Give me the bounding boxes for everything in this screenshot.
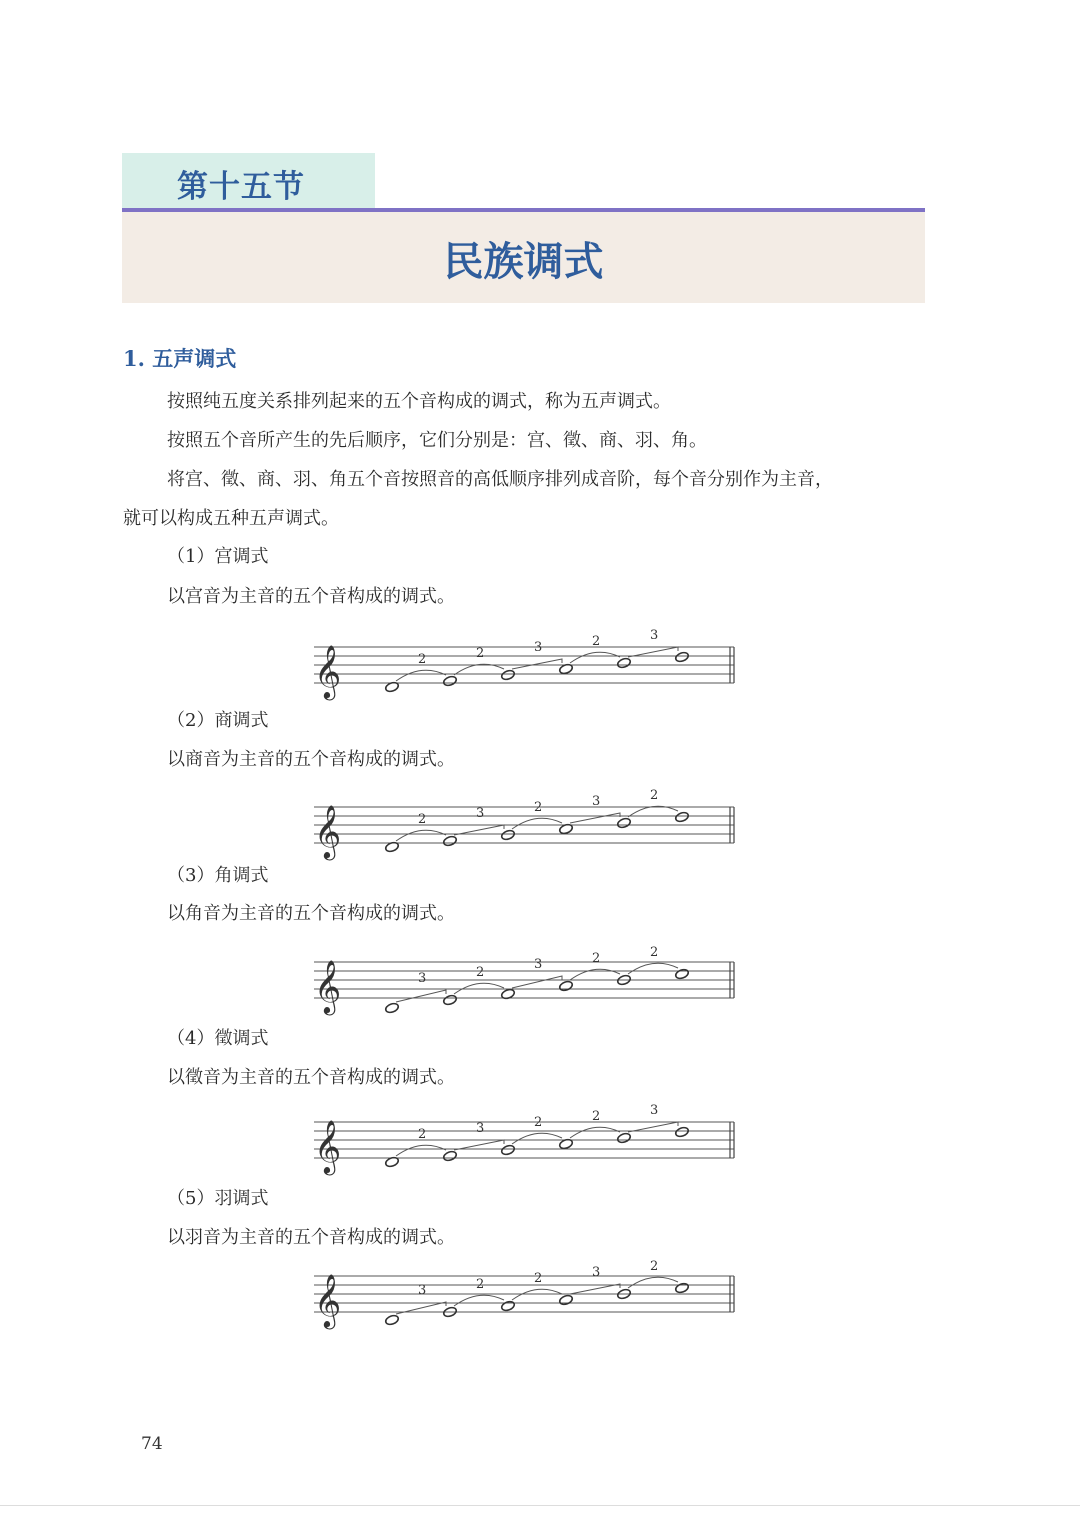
whole-note [443, 994, 458, 1006]
whole-note [617, 817, 632, 829]
section-tab [122, 153, 375, 209]
interval-number: 2 [476, 1277, 485, 1292]
whole-note [385, 1002, 400, 1014]
interval-slur [570, 652, 620, 663]
interval-slur [454, 664, 504, 675]
interval-number: 3 [650, 628, 659, 643]
interval-slur [396, 1145, 446, 1156]
interval-number: 2 [418, 812, 427, 827]
whole-note [617, 1132, 632, 1144]
treble-clef-icon: 𝄞 [314, 959, 342, 1013]
mode-2-desc: 以商音为主音的五个音构成的调式。 [167, 749, 455, 770]
interval-slur [512, 1289, 562, 1300]
mode-3-label: （3）角调式 [167, 865, 269, 886]
interval-number: 3 [534, 640, 543, 655]
treble-clef-icon: 𝄞 [314, 804, 342, 858]
interval-number: 3 [418, 971, 427, 986]
interval-number: 2 [418, 1127, 427, 1142]
interval-bracket [570, 813, 620, 823]
whole-note [443, 675, 458, 687]
interval-number: 2 [534, 1271, 543, 1286]
whole-note [443, 835, 458, 847]
interval-bracket [512, 659, 562, 669]
interval-number: 2 [650, 945, 659, 960]
interval-number: 2 [534, 1115, 543, 1130]
interval-slur [512, 818, 562, 829]
mode-1-desc: 以宫音为主音的五个音构成的调式。 [167, 586, 455, 607]
whole-note [675, 811, 690, 823]
whole-note [617, 657, 632, 669]
title-band [122, 212, 925, 303]
interval-number: 2 [418, 652, 427, 667]
mode-4-label: （4）徵调式 [167, 1028, 269, 1049]
mode-5-desc: 以羽音为主音的五个音构成的调式。 [167, 1227, 455, 1248]
whole-note [675, 1282, 690, 1294]
interval-number: 2 [476, 646, 485, 661]
interval-number: 2 [592, 634, 601, 649]
interval-number: 3 [592, 1265, 601, 1280]
treble-clef-icon: 𝄞 [314, 644, 342, 698]
whole-note [501, 1300, 516, 1312]
staff-mode-3 [300, 940, 750, 1020]
interval-bracket [512, 976, 562, 988]
interval-slur [628, 806, 678, 817]
subheading: 1. 五声调式 [123, 346, 237, 371]
mode-5-label: （5）羽调式 [167, 1188, 269, 1209]
treble-clef-icon: 𝄞 [314, 1273, 342, 1327]
whole-note [675, 968, 690, 980]
interval-number: 2 [592, 1109, 601, 1124]
mode-3-desc: 以角音为主音的五个音构成的调式。 [167, 903, 455, 924]
interval-slur [396, 670, 446, 681]
intro-paragraph-1: 按照纯五度关系排列起来的五个音构成的调式，称为五声调式。 [167, 391, 671, 412]
interval-number: 2 [592, 951, 601, 966]
interval-number: 3 [476, 806, 485, 821]
interval-number: 3 [592, 794, 601, 809]
whole-note [675, 651, 690, 663]
interval-slur [512, 1133, 562, 1144]
interval-number: 3 [534, 957, 543, 972]
interval-number: 2 [534, 800, 543, 815]
interval-slur [570, 1127, 620, 1138]
interval-slur [396, 830, 446, 841]
interval-number: 3 [476, 1121, 485, 1136]
mode-4-desc: 以徵音为主音的五个音构成的调式。 [167, 1067, 455, 1088]
chapter-title: 民族调式 [443, 239, 604, 285]
interval-slur [628, 963, 678, 974]
whole-note [385, 1314, 400, 1326]
whole-note [501, 669, 516, 681]
intro-paragraph-2: 按照五个音所产生的先后顺序，它们分别是：宫、徵、商、羽、角。 [167, 430, 707, 451]
whole-note [501, 1144, 516, 1156]
staff-mode-1 [300, 625, 750, 705]
mode-2-label: （2）商调式 [167, 710, 269, 731]
page-number: 74 [141, 1434, 163, 1454]
section-label: 第十五节 [177, 169, 305, 205]
interval-number: 3 [650, 1103, 659, 1118]
intro-paragraph-4: 就可以构成五种五声调式。 [123, 508, 339, 529]
interval-number: 2 [650, 788, 659, 803]
whole-note [559, 1294, 574, 1306]
staff-mode-4 [300, 1100, 750, 1180]
interval-number: 2 [650, 1259, 659, 1274]
page-edge-rule [0, 1505, 1080, 1506]
mode-1-label: （1）宫调式 [167, 546, 269, 567]
interval-slur [454, 1295, 504, 1306]
interval-slur [628, 1277, 678, 1288]
whole-note [675, 1126, 690, 1138]
staff-mode-5 [300, 1254, 750, 1334]
interval-number: 3 [418, 1283, 427, 1298]
intro-paragraph-3: 将宫、徵、商、羽、角五个音按照音的高低顺序排列成音阶，每个音分别作为主音， [167, 469, 833, 490]
staff-mode-2 [300, 785, 750, 865]
whole-note [501, 829, 516, 841]
interval-number: 2 [476, 965, 485, 980]
interval-bracket [396, 990, 446, 1002]
treble-clef-icon: 𝄞 [314, 1119, 342, 1173]
whole-note [443, 1150, 458, 1162]
whole-note [559, 980, 574, 992]
